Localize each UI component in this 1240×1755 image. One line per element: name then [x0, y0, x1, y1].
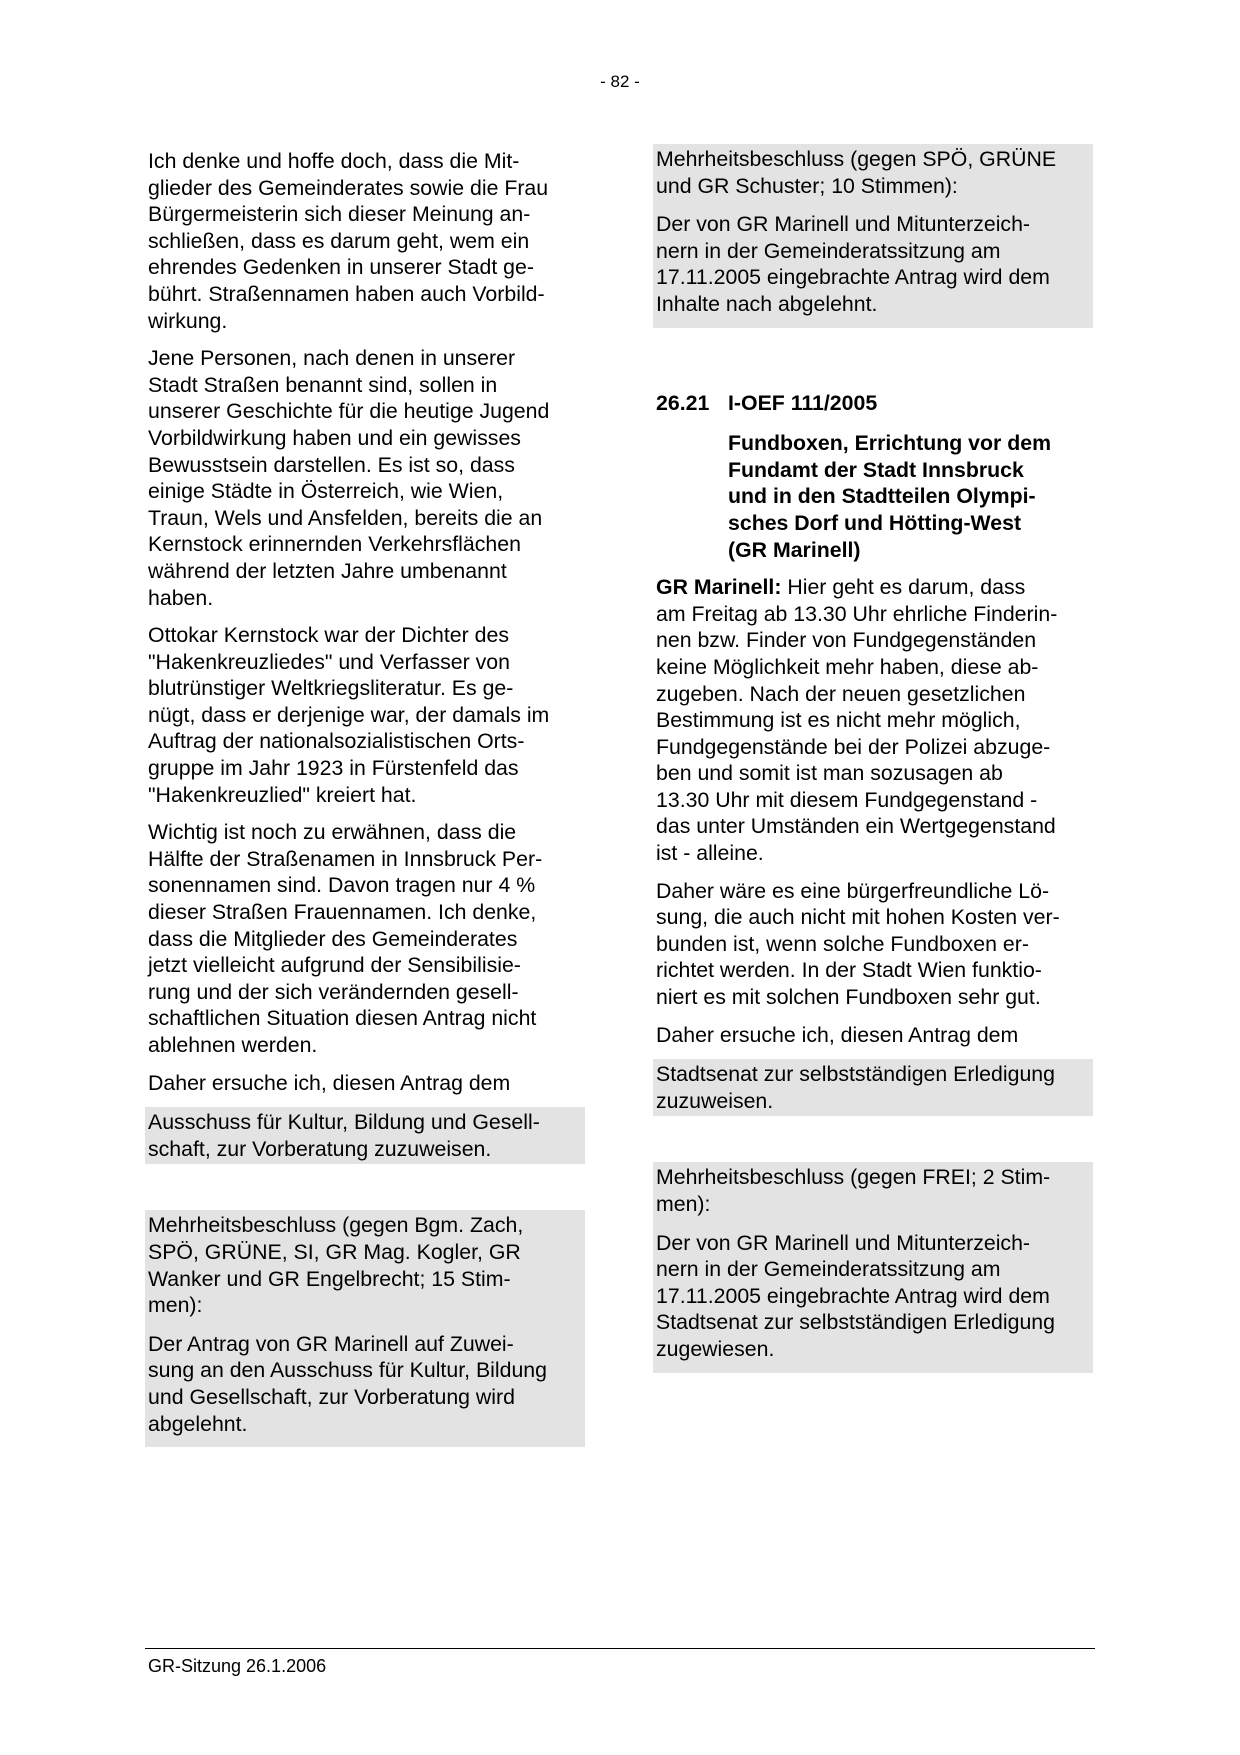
text-line: nern in der Gemeinderatssitzung am	[656, 238, 1001, 263]
right-paragraph-3	[653, 1022, 1093, 1049]
text-line: sung, die auch nicht mit hohen Kosten ver-	[656, 905, 1060, 930]
text-line: während der letzten Jahre umbenannt	[148, 558, 507, 583]
text-line: Mehrheitsbeschluss (gegen SPÖ, GRÜNE	[656, 147, 1057, 171]
text-line: Bestimmung ist es nicht mehr möglich,	[656, 708, 1021, 733]
text-line: Ich denke und hoffe doch, dass die Mit-	[148, 149, 520, 173]
left-decision-block	[145, 1210, 585, 1447]
text-line: Der von GR Marinell und Mitunterzeich-	[656, 1230, 1031, 1255]
text-line: 13.30 Uhr mit diesem Fundgegenstand -	[656, 787, 1038, 812]
text-line: Fundboxen, Errichtung vor dem	[728, 431, 1052, 456]
speaker-first-line: Hier geht es darum, dass	[781, 575, 1026, 600]
text-line: Inhalte nach abgelehnt.	[656, 291, 878, 316]
text-line: Jene Personen, nach denen in unserer	[148, 346, 516, 371]
text-line: men):	[148, 1293, 203, 1318]
right-paragraph-1-rest	[656, 601, 1090, 867]
text-line: men):	[656, 1192, 711, 1216]
text-line: Wanker und GR Engelbrecht; 15 Stim-	[148, 1266, 511, 1291]
text-line: Hälfte der Straßenamen in Innsbruck Per-	[148, 846, 543, 871]
footer-text: GR-Sitzung 26.1.2006	[148, 1656, 327, 1676]
text-line: Auftrag der nationalsozialistischen Orts-	[148, 729, 525, 754]
text-line: Bewusstsein darstellen. Es ist so, dass	[148, 452, 515, 477]
left-result-text	[145, 1329, 585, 1441]
text-line: zugewiesen.	[656, 1336, 775, 1361]
text-line: Der von GR Marinell und Mitunterzeich-	[656, 212, 1031, 237]
text-line: glieder des Gemeinderates sowie die Frau	[148, 175, 549, 200]
text-line: und Gesellschaft, zur Vorberatung wird	[148, 1384, 515, 1409]
text-line: Wichtig ist noch zu erwähnen, dass die	[148, 820, 517, 845]
text-line: keine Möglichkeit mehr haben, diese ab-	[656, 654, 1039, 679]
text-line: dass die Mitglieder des Gemeinderates	[148, 926, 518, 951]
text-line: 17.11.2005 eingebrachte Antrag wird dem	[656, 1283, 1050, 1308]
left-decision-text	[145, 1210, 585, 1322]
text-line: Bürgermeisterin sich dieser Meinung an-	[148, 202, 531, 227]
agenda-item-code: I-OEF 111/2005	[728, 390, 878, 415]
text-line: gruppe im Jahr 1923 in Fürstenfeld das	[148, 756, 519, 781]
agenda-item-title	[653, 430, 1093, 563]
text-line: Daher ersuche ich, diesen Antrag dem	[656, 1022, 1019, 1047]
text-line: sches Dorf und Hötting-West	[728, 510, 1022, 535]
right-decision-block-1	[653, 144, 1093, 328]
text-line: ben und somit ist man sozusagen ab	[656, 761, 1003, 786]
right-result-text-1	[653, 209, 1093, 321]
text-line: Mehrheitsbeschluss (gegen FREI; 2 Stim-	[656, 1165, 1051, 1190]
footer-divider	[145, 1648, 1095, 1649]
text-line: Stadtsenat zur selbstständigen Erledigung	[656, 1062, 1055, 1087]
text-line: ablehnen werden.	[148, 1033, 318, 1057]
text-line: blutrünstiger Weltkriegsliteratur. Es ge-	[148, 676, 514, 701]
text-line: Ottokar Kernstock war der Dichter des	[148, 623, 509, 648]
text-line: ehrendes Gedenken in unserer Stadt ge-	[148, 255, 534, 280]
speaker-name: GR Marinell:	[656, 575, 782, 600]
text-line: haben.	[148, 585, 214, 610]
right-decision-text-2	[653, 1162, 1093, 1221]
text-line: Daher wäre es eine bürgerfreundliche Lö-	[656, 878, 1050, 903]
text-line: nern in der Gemeinderatssitzung am	[656, 1257, 1001, 1282]
text-line: zugeben. Nach der neuen gesetzlichen	[656, 681, 1026, 706]
left-paragraph-1	[145, 148, 585, 334]
text-line: jetzt vielleicht aufgrund der Sensibilisie-	[148, 953, 521, 978]
text-line: zuzuweisen.	[656, 1088, 774, 1113]
text-line: richtet werden. In der Stadt Wien funktio-	[656, 958, 1042, 983]
text-line: "Hakenkreuzlied" kreiert hat.	[148, 782, 417, 807]
left-paragraph-5	[145, 1070, 585, 1097]
text-line: Traun, Wels und Ansfelden, bereits die an	[148, 505, 543, 530]
text-line: Mehrheitsbeschluss (gegen Bgm. Zach,	[148, 1213, 524, 1238]
left-column	[145, 148, 585, 1447]
text-line: am Freitag ab 13.30 Uhr ehrliche Finderin-	[656, 601, 1058, 626]
text-line: (GR Marinell)	[728, 537, 861, 562]
text-line: das unter Umständen ein Wertgegenstand	[656, 814, 1056, 839]
text-line: und in den Stadtteilen Olympi-	[728, 484, 1036, 509]
right-paragraph-2	[653, 878, 1093, 1011]
page-number: - 82 -	[600, 72, 640, 91]
text-line: nen bzw. Finder von Fundgegenständen	[656, 628, 1037, 653]
left-paragraph-4	[145, 819, 585, 1058]
text-line: niert es mit solchen Fundboxen sehr gut.	[656, 985, 1041, 1010]
text-line: Fundamt der Stadt Innsbruck	[728, 457, 1024, 482]
text-line: rung und der sich verändernden gesell-	[148, 979, 519, 1004]
text-line: Vorbildwirkung haben und ein gewisses	[148, 425, 521, 450]
text-line: Der Antrag von GR Marinell auf Zuwei-	[148, 1331, 514, 1356]
left-motion-box	[145, 1107, 585, 1164]
text-line: Stadt Straßen benannt sind, sollen in	[148, 372, 498, 397]
text-line: sonennamen sind. Davon tragen nur 4 %	[148, 873, 536, 898]
text-line: und GR Schuster; 10 Stimmen):	[656, 173, 958, 198]
text-line: schließen, dass es darum geht, wem ein	[148, 228, 530, 253]
text-line: "Hakenkreuzliedes" und Verfasser von	[148, 649, 510, 674]
right-result-text-2	[653, 1228, 1093, 1367]
speaker-line	[656, 574, 1090, 601]
right-paragraph-1	[653, 574, 1093, 867]
right-column	[653, 148, 1093, 1373]
text-line: unserer Geschichte für die heutige Jugend	[148, 399, 550, 424]
text-line: bunden ist, wenn solche Fundboxen er-	[656, 931, 1029, 956]
right-decision-text-1	[653, 144, 1093, 203]
text-line: Fundgegenstände bei der Polizei abzuge-	[656, 734, 1051, 759]
text-line: SPÖ, GRÜNE, SI, GR Mag. Kogler, GR	[148, 1239, 521, 1264]
text-line: Daher ersuche ich, diesen Antrag dem	[148, 1070, 511, 1095]
left-paragraph-2	[145, 345, 585, 611]
text-line: ist - alleine.	[656, 841, 764, 866]
text-line: schaft, zur Vorberatung zuzuweisen.	[148, 1136, 492, 1161]
right-decision-block-2	[653, 1162, 1093, 1372]
text-line: Ausschuss für Kultur, Bildung und Gesell-	[148, 1110, 540, 1135]
text-line: Stadtsenat zur selbstständigen Erledigung	[656, 1310, 1055, 1335]
text-line: einige Städte in Österreich, wie Wien,	[148, 479, 504, 504]
right-motion-box	[653, 1059, 1093, 1116]
agenda-item-number: 26.21	[656, 390, 710, 415]
text-line: bührt. Straßennamen haben auch Vorbild-	[148, 281, 545, 306]
agenda-item-header	[653, 390, 1093, 417]
text-line: nügt, dass er derjenige war, der damals im	[148, 702, 550, 727]
text-line: abgelehnt.	[148, 1411, 248, 1436]
text-line: 17.11.2005 eingebrachte Antrag wird dem	[656, 265, 1050, 290]
text-line: dieser Straßen Frauennamen. Ich denke,	[148, 900, 537, 925]
text-line: Kernstock erinnernden Verkehrsflächen	[148, 532, 521, 557]
left-paragraph-3	[145, 622, 585, 808]
text-line: wirkung.	[148, 308, 228, 333]
text-line: schaftlichen Situation diesen Antrag nicht	[148, 1006, 537, 1031]
text-line: sung an den Ausschuss für Kultur, Bildung	[148, 1358, 547, 1383]
